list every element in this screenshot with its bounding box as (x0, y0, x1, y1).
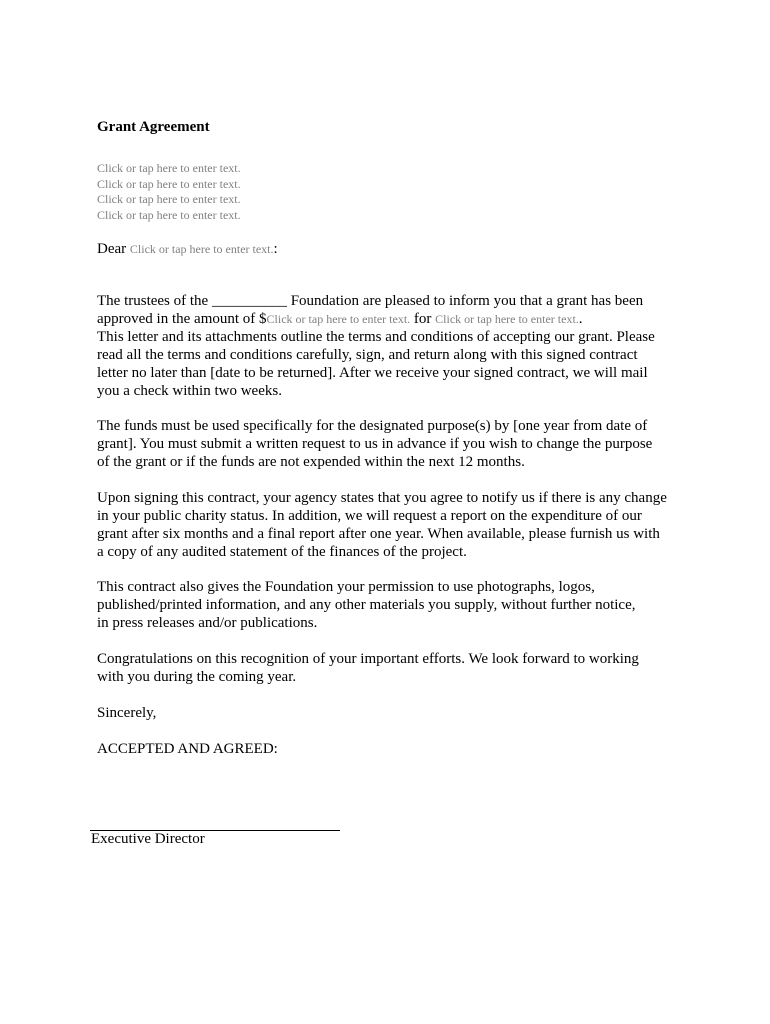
grant-amount-field[interactable]: Click or tap here to enter text. (266, 312, 411, 326)
paragraph-line: of the grant or if the funds are not expended within the next 12 months. (97, 454, 525, 470)
paragraph-line: a copy of any audited statement of the finances of the project. (97, 544, 467, 560)
amount-prefix: approved in the amount of $ (97, 311, 267, 327)
grant-purpose-field[interactable]: Click or tap here to enter text. (435, 312, 579, 326)
paragraph-line: Upon signing this contract, your agency states that you agree to notify us if there is any change (97, 490, 667, 506)
paragraph-line: The funds must be used specifically for the designated purpose(s) by [one year from date of (97, 418, 648, 434)
period-text: . (578, 311, 583, 327)
for-text: for (410, 311, 436, 327)
address-line-1-field[interactable]: Click or tap here to enter text. (97, 161, 241, 175)
paragraph-line: in your public charity status. In addition, we will request a report on the expenditure of our (97, 508, 642, 524)
salutation-suffix: : (273, 241, 278, 257)
paragraph-permissions (97, 578, 697, 632)
salutation (97, 240, 278, 258)
paragraph-line: letter no later than [date to be returned]. After we receive your signed contract, we will mail (97, 365, 648, 381)
paragraph-line: grant after six months and a final report after one year. When available, please furnish us with (97, 526, 660, 542)
paragraph-line: read all the terms and conditions carefully, sign, and return along with this signed contract (97, 347, 638, 363)
paragraph-line: Congratulations on this recognition of your important efforts. We look forward to working (97, 651, 639, 667)
paragraph-grant-notice (97, 292, 697, 400)
address-line-2-field[interactable]: Click or tap here to enter text. (97, 176, 241, 191)
paragraph-line: This contract also gives the Foundation your permission to use photographs, logos, (97, 579, 595, 595)
paragraph-line: This letter and its attachments outline the terms and conditions of accepting our grant. Please (97, 329, 655, 345)
paragraph-line: with you during the coming year. (97, 669, 297, 685)
document-title: Grant Agreement (97, 119, 210, 135)
paragraph-congratulations (97, 650, 697, 686)
paragraph-line: published/printed information, and any other materials you supply, without further notice, (97, 597, 636, 613)
paragraph-line: you a check within two weeks. (97, 383, 282, 399)
paragraph-line: The trustees of the __________ Foundation are pleased to inform you that a grant has been (97, 293, 644, 309)
paragraph-reporting (97, 489, 697, 561)
paragraph-line-amount (97, 310, 697, 328)
recipient-name-field[interactable]: Click or tap here to enter text. (129, 242, 274, 256)
paragraph-line: grant]. You must submit a written request to us in advance if you wish to change the purpose (97, 436, 653, 452)
closing: Sincerely, (97, 705, 157, 721)
address-line-4-field[interactable]: Click or tap here to enter text. (97, 207, 241, 222)
salutation-prefix: Dear (97, 241, 130, 257)
accepted-and-agreed: ACCEPTED AND AGREED: (97, 741, 278, 757)
address-line-3-field[interactable]: Click or tap here to enter text. (97, 192, 241, 206)
paragraph-funds-use (97, 417, 697, 471)
signature-title: Executive Director (91, 831, 205, 847)
paragraph-line: in press releases and/or publications. (97, 615, 318, 631)
